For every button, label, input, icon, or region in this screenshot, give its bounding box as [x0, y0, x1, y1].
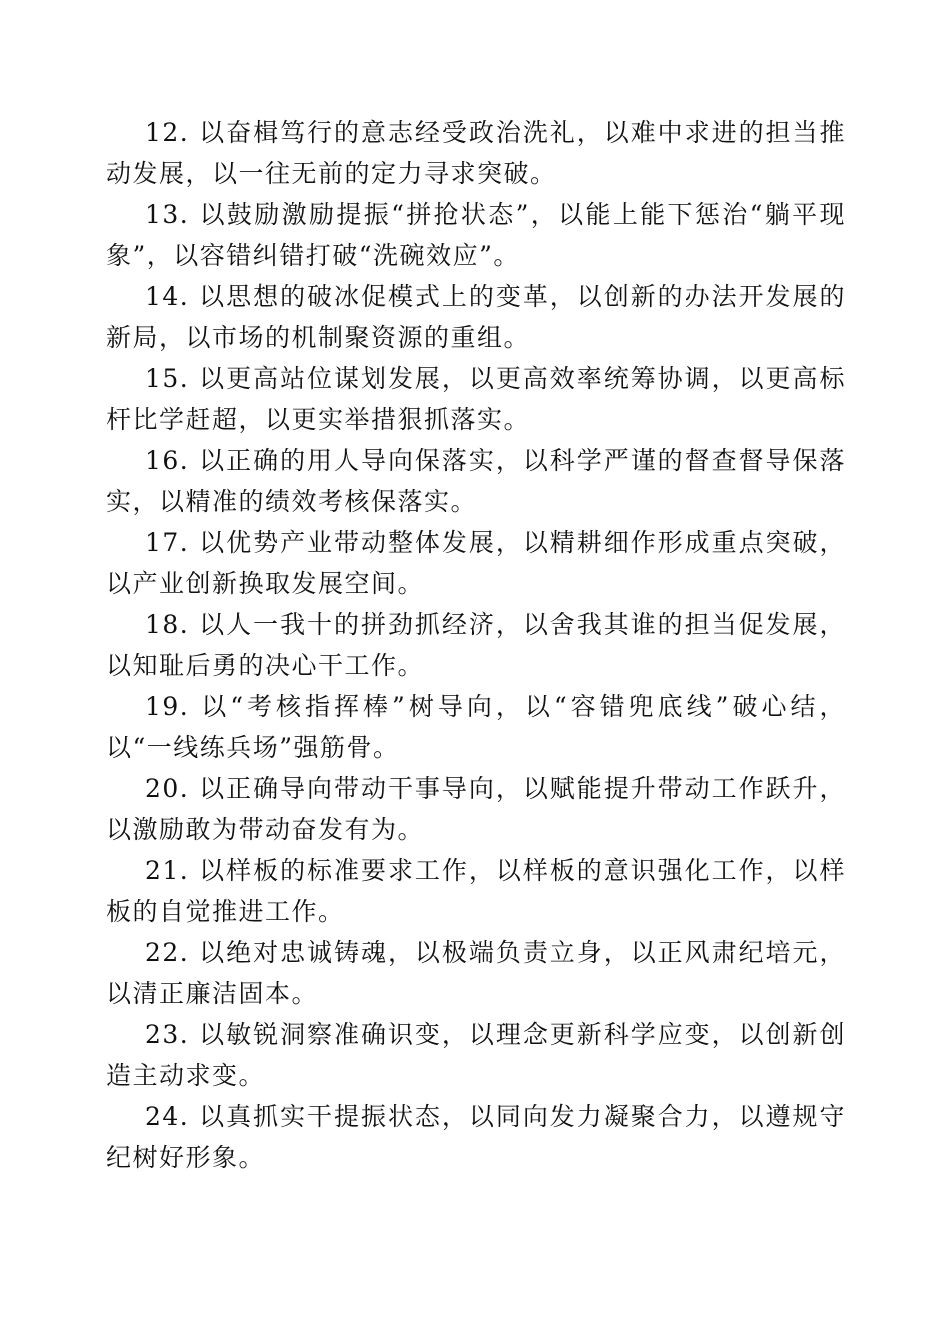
paragraph-18: 18. 以人一我十的拼劲抓经济，以舍我其谁的担当促发展，以知耻后勇的决心干工作。	[106, 610, 846, 680]
paragraph-23: 23. 以敏锐洞察准确识变，以理念更新科学应变，以创新创造主动求变。	[106, 1020, 846, 1090]
paragraph-12: 12. 以奋楫笃行的意志经受政治洗礼，以难中求进的担当推动发展，以一往无前的定力寻求突破。	[106, 118, 846, 188]
document-body	[106, 112, 846, 1178]
paragraph-24: 24. 以真抓实干提振状态，以同向发力凝聚合力，以遵规守纪树好形象。	[106, 1102, 846, 1172]
paragraph-21: 21. 以样板的标准要求工作，以样板的意识强化工作，以样板的自觉推进工作。	[106, 856, 846, 926]
paragraph-14: 14. 以思想的破冰促模式上的变革，以创新的办法开发展的新局，以市场的机制聚资源的重组。	[106, 282, 846, 352]
paragraph-13: 13. 以鼓励激励提振“拼抢状态”，以能上能下惩治“躺平现象”，以容错纠错打破“洗碗效应”。	[106, 200, 846, 270]
paragraph-20: 20. 以正确导向带动干事导向，以赋能提升带动工作跃升，以激励敢为带动奋发有为。	[106, 774, 846, 844]
paragraph-19: 19. 以“考核指挥棒”树导向，以“容错兜底线”破心结，以“一线练兵场”强筋骨。	[106, 692, 846, 762]
paragraph-15: 15. 以更高站位谋划发展，以更高效率统筹协调，以更高标杆比学赶超，以更实举措狠抓落实。	[106, 364, 846, 434]
paragraph-22: 22. 以绝对忠诚铸魂，以极端负责立身，以正风肃纪培元，以清正廉洁固本。	[106, 938, 846, 1008]
paragraph-16: 16. 以正确的用人导向保落实，以科学严谨的督查督导保落实，以精准的绩效考核保落实。	[106, 446, 846, 516]
paragraph-17: 17. 以优势产业带动整体发展，以精耕细作形成重点突破，以产业创新换取发展空间。	[106, 528, 846, 598]
